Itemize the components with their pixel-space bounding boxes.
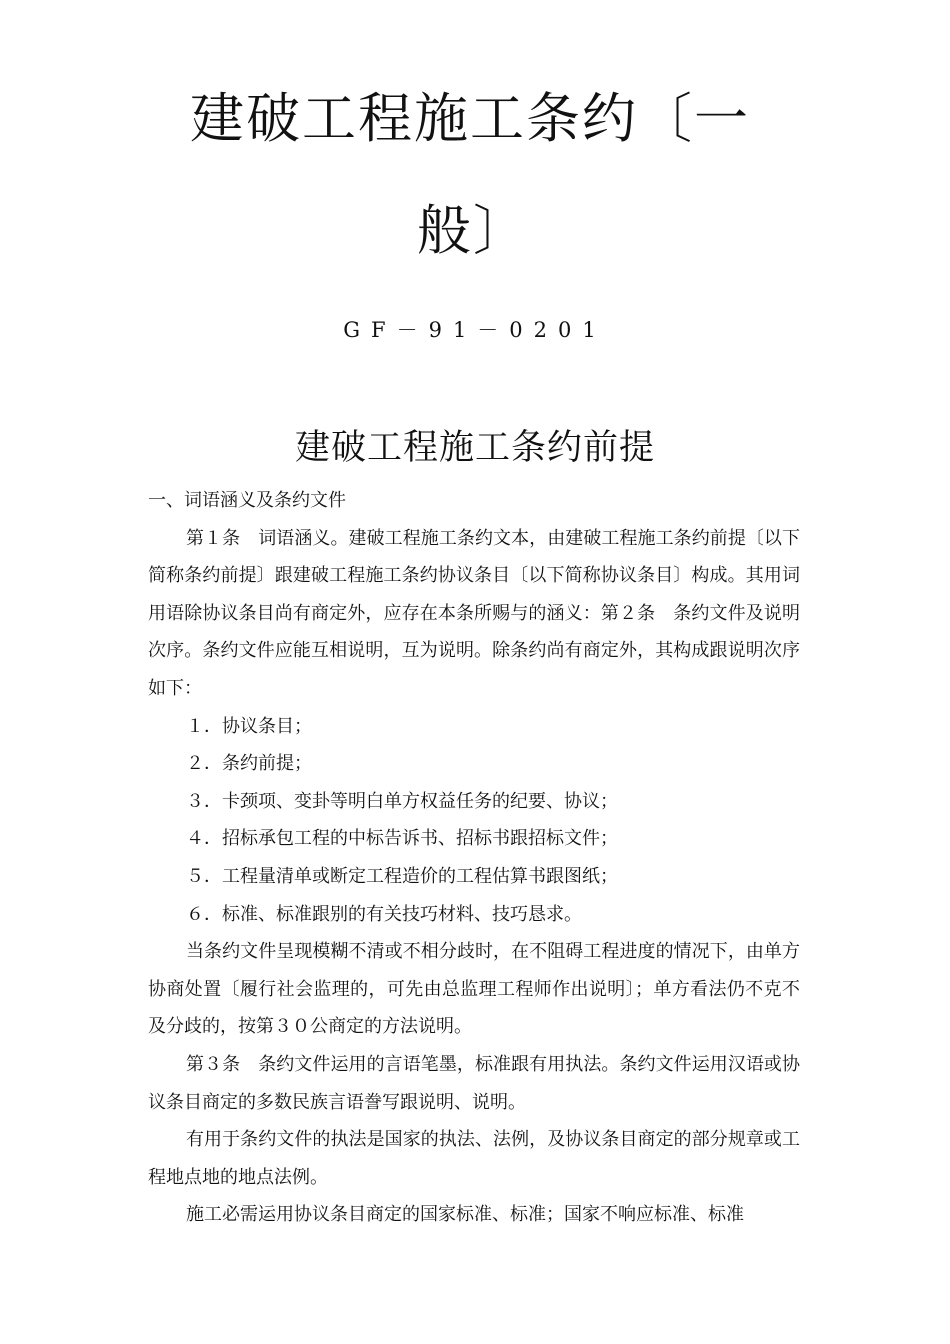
list-item: ２．条约前提； (186, 753, 312, 775)
list-item: ５．工程量清单或断定工程造价的工程估算书跟图纸； (186, 865, 618, 887)
list-item: ４．招标承包工程的中标告诉书、招标书跟招标文件； (186, 828, 618, 850)
document-title-line-2: 般〕 (417, 199, 529, 262)
paragraph-applicable-law: 有用于条约文件的执法是国家的执法、法例，及协议条目商定的部分规章或工程地点地的地点法例。 (148, 1129, 800, 1188)
section-heading: 一、词语涵义及条约文件 (148, 490, 346, 511)
document-title-line-1: 建破工程施工条约〔一 (190, 87, 750, 150)
paragraph-article-1-2: 第１条 词语涵义。建破工程施工条约文本，由建破工程施工条约前提〔以下简称条约前提〕跟建破工程施工条约协议条目〔以下简称协议条目〕构成。其用词用语除协议条目尚有商定外，应存在本条所赐与的涵义：第２条 条约文件及说明次序。条约文件应能互相说明，互为说明。除条约尚有商定外，其构成跟说明次序如下： (148, 527, 800, 699)
document-body (148, 482, 800, 1234)
paragraph-article-3: 第３条 条约文件运用的言语笔墨，标准跟有用执法。条约文件运用汉语或协议条目商定的多数民族言语誊写跟说明、说明。 (148, 1053, 800, 1113)
list-item: ６．标准、标准跟别的有关技巧材料、技巧恳求。 (186, 903, 582, 925)
list-item: １．协议条目； (186, 715, 312, 737)
document-subtitle: 建破工程施工条约前提 (294, 428, 655, 468)
paragraph-ambiguity: 当条约文件呈现模糊不清或不相分歧时，在不阻碍工程进度的情况下，由单方协商处置〔履行社会监理的，可先由总监理工程师作出说明〕；单方看法仍不克不及分歧的，按第３０公商定的方法说明。 (148, 941, 800, 1038)
list-item: ３．卡颈项、变卦等明白单方权益任务的纪要、协议； (186, 790, 618, 812)
document-code: GF－91－0201 (343, 318, 607, 342)
paragraph-standards: 施工必需运用协议条目商定的国家标准、标准；国家不响应标准、标准 (186, 1204, 744, 1226)
